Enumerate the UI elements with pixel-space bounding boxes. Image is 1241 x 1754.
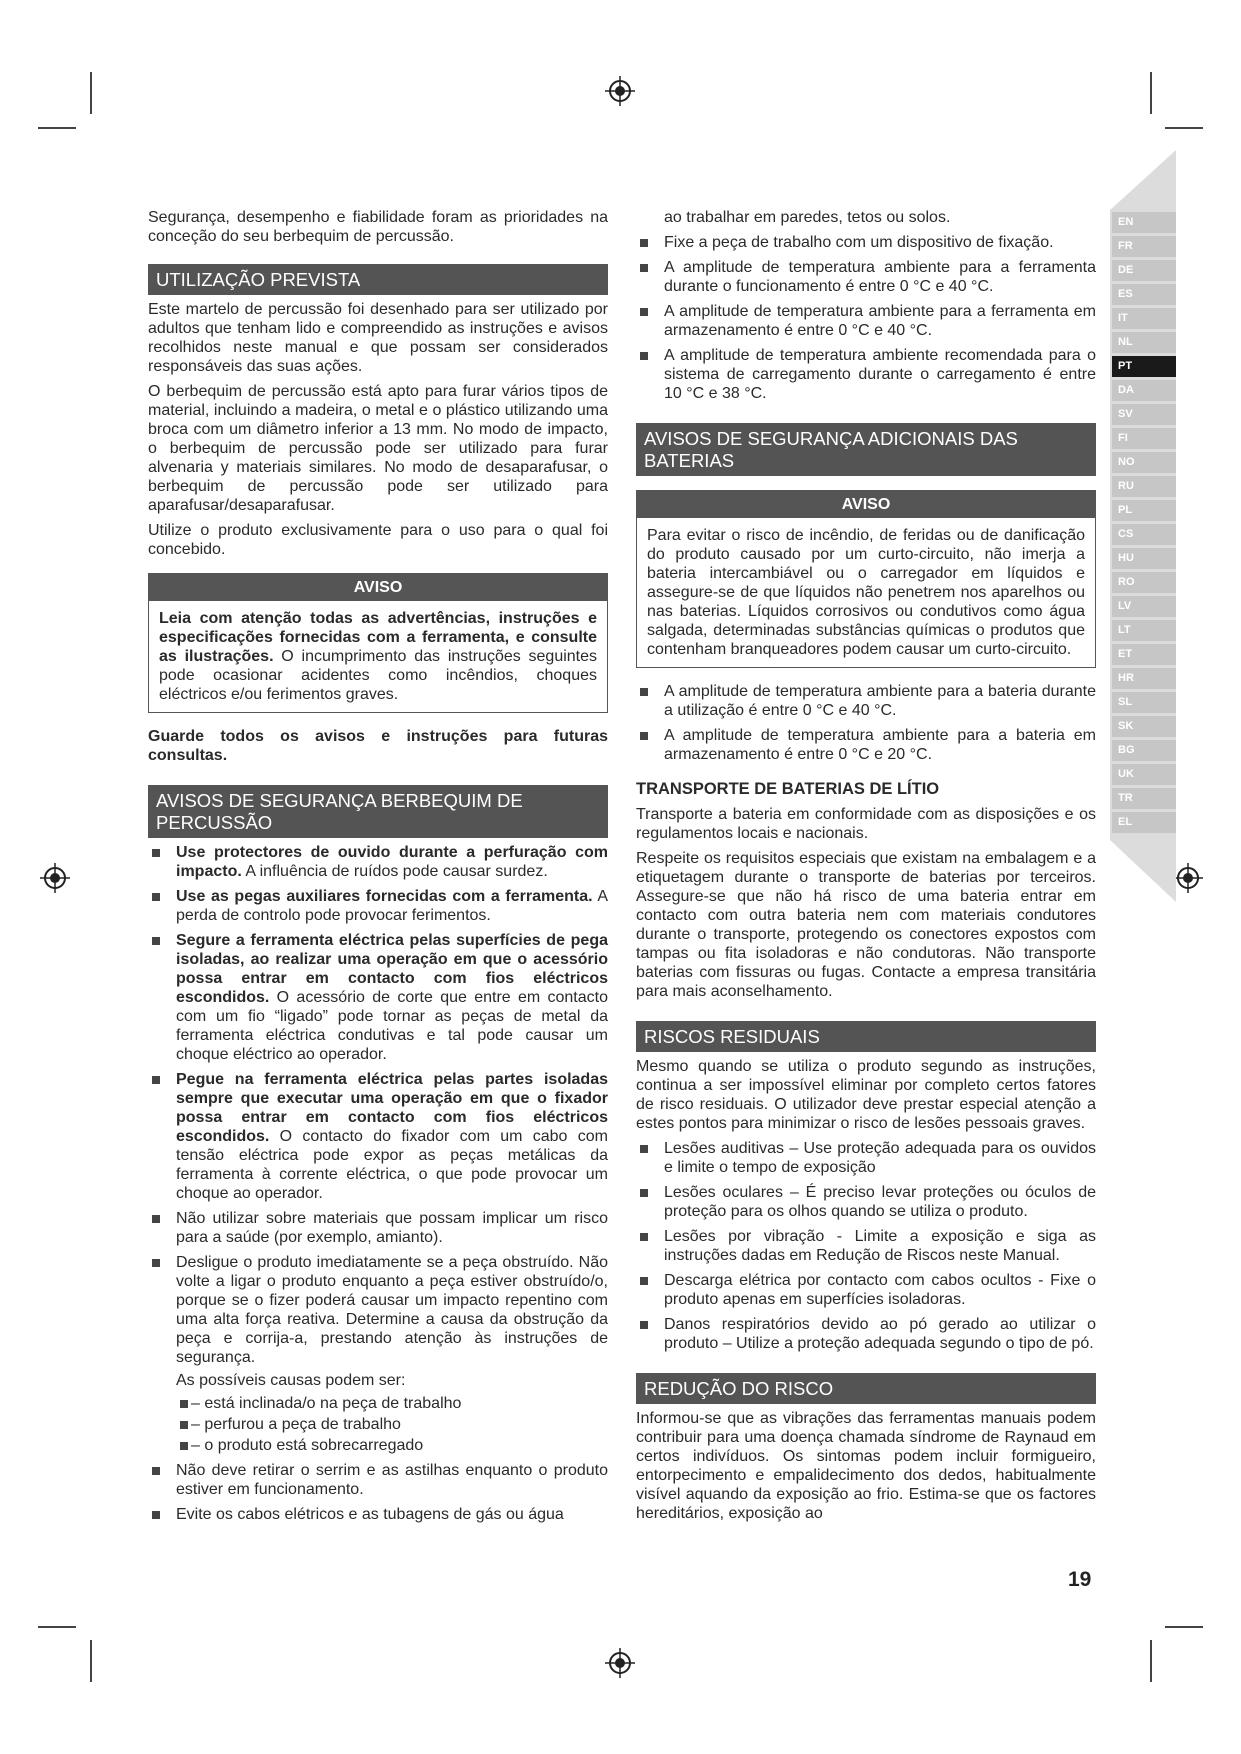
language-tab-no[interactable]: NO xyxy=(1112,452,1176,473)
warning-title: AVISO xyxy=(637,491,1095,518)
paragraph: Mesmo quando se utiliza o produto segundo as instruções, continua a ser impossível eliminar por completo certos fatores de risco residuais. O utilizador deve prestar especial atenção a estes pontos para minimizar o risco de lesões pessoais graves. xyxy=(636,1058,1096,1132)
language-tab-es[interactable]: ES xyxy=(1112,284,1176,305)
paragraph: ao trabalhar em paredes, tetos ou solos. xyxy=(664,209,951,226)
list-item: A amplitude de temperatura ambiente para a ferramenta durante o funcionamento é entre 0 °C e 40 °C. xyxy=(636,258,1096,296)
paragraph: Utilize o produto exclusivamente para o uso para o qual foi concebido. xyxy=(148,522,608,558)
language-tab-sl[interactable]: SL xyxy=(1112,692,1176,713)
list-item: A amplitude de temperatura ambiente para a bateria em armazenamento é entre 0 °C e 20 °C. xyxy=(636,726,1096,764)
list-item: Não deve retirar o serrim e as astilhas enquanto o produto estiver em funcionamento. xyxy=(148,1461,608,1499)
bullet-list xyxy=(636,1139,1096,1353)
list-item: Fixe a peça de trabalho com um dispositivo de fixação. xyxy=(636,233,1096,252)
language-tab-de[interactable]: DE xyxy=(1112,260,1176,281)
registration-mark-icon xyxy=(605,1648,635,1678)
language-tab-it[interactable]: IT xyxy=(1112,308,1176,329)
keep-instructions: Guarde todos os avisos e instruções para futuras consultas. xyxy=(148,728,608,764)
dash-list xyxy=(176,1394,608,1455)
warning-box xyxy=(148,573,608,713)
list-item: Use as pegas auxiliares fornecidas com a ferramenta. A perda de controlo pode provocar ferimentos. xyxy=(148,887,608,925)
crop-mark xyxy=(90,72,92,114)
list-item: Lesões oculares – É preciso levar proteções ou óculos de proteção para os olhos quando se utiliza o produto. xyxy=(636,1183,1096,1221)
language-tab-tr[interactable]: TR xyxy=(1112,788,1176,809)
language-tab-fr[interactable]: FR xyxy=(1112,236,1176,257)
paragraph: O berbequim de percussão está apto para furar vários tipos de material, incluindo a madeira, o metal e o plástico utilizando uma broca com um diâmetro inferior a 13 mm. No modo de impacto, o berbequim de percussão pode ser utilizado para furar alvenaria y materiais similares. No modo de desaparafusar, o berbequim de percussão pode ser utilizado para aparafusar/desaparafusar. xyxy=(148,383,608,514)
language-tab-cs[interactable]: CS xyxy=(1112,524,1176,545)
language-tab-ru[interactable]: RU xyxy=(1112,476,1176,497)
crop-mark xyxy=(1165,127,1203,129)
paragraph: Este martelo de percussão foi desenhado para ser utilizado por adultos que tenham lido e compreendido as instruções e avisos recolhidos neste manual e que possam ser considerados responsáveis das suas ações. xyxy=(148,301,608,375)
language-tab-fi[interactable]: FI xyxy=(1112,428,1176,449)
intro-paragraph: Segurança, desempenho e fiabilidade foram as prioridades na conceção do seu berbequim de percussão. xyxy=(148,209,608,245)
paragraph: Transporte a bateria em conformidade com as disposições e os regulamentos locais e nacionais. xyxy=(636,806,1096,842)
language-tab-lv[interactable]: LV xyxy=(1112,596,1176,617)
crop-mark xyxy=(1150,1640,1152,1682)
language-tab-el[interactable]: EL xyxy=(1112,812,1176,833)
list-item: Segure a ferramenta eléctrica pelas superfícies de pega isoladas, ao realizar uma operação em que o acessório possa entrar em contacto com fios eléctricos escondidos. O acessório de corte que entre em contacto com um fio “ligado” pode tornar as peças de metal da ferramenta eléctrica condutivas e tal pode causar um choque eléctrico ao operador. xyxy=(148,931,608,1064)
right-column xyxy=(636,208,1096,1529)
list-item: Descarga elétrica por contacto com cabos ocultos - Fixe o produto apenas em superfícies isoladoras. xyxy=(636,1271,1096,1309)
dash-item: – está inclinada/o na peça de trabalho xyxy=(176,1394,608,1413)
warning-title: AVISO xyxy=(149,574,607,601)
language-tab-hu[interactable]: HU xyxy=(1112,548,1176,569)
language-tab-hr[interactable]: HR xyxy=(1112,668,1176,689)
language-tab-uk[interactable]: UK xyxy=(1112,764,1176,785)
crop-mark xyxy=(1150,72,1152,114)
bullet-list xyxy=(148,843,608,1524)
language-tab-da[interactable]: DA xyxy=(1112,380,1176,401)
dash-item: – perfurou a peça de trabalho xyxy=(176,1415,608,1434)
crop-mark xyxy=(1165,1626,1203,1628)
language-tab-nl[interactable]: NL xyxy=(1112,332,1176,353)
list-item: A amplitude de temperatura ambiente para a bateria durante a utilização é entre 0 °C e 40 °C. xyxy=(636,682,1096,720)
registration-mark-icon xyxy=(605,76,635,106)
section-heading: RISCOS RESIDUAIS xyxy=(636,1021,1096,1052)
language-tab-pl[interactable]: PL xyxy=(1112,500,1176,521)
section-heading: UTILIZAÇÃO PREVISTA xyxy=(148,264,608,295)
list-item: Desligue o produto imediatamente se a peça obstruído. Não volte a ligar o produto enquanto a peça estiver obstruído/o, porque se o fizer poderá causar um impacto repentino com uma alta força reativa. Determine a causa da obstrução da peça e corrija-a, prestando atenção às instruções de segurança. As possíveis causas podem ser: – está inclinada/o na peça de trabalho – perfurou a peça de trabalho – o produto está sobrecarregado xyxy=(148,1253,608,1455)
list-item: Não utilizar sobre materiais que possam implicar um risco para a saúde (por exemplo, amianto). xyxy=(148,1209,608,1247)
crop-mark xyxy=(38,127,76,129)
left-column xyxy=(148,208,608,1530)
language-tab-sv[interactable]: SV xyxy=(1112,404,1176,425)
subheading: TRANSPORTE DE BATERIAS DE LÍTIO xyxy=(636,780,940,798)
section-heading: REDUÇÃO DO RISCO xyxy=(636,1373,1096,1404)
warning-text: Leia com atenção todas as advertências, instruções e especificações fornecidas com a ferramenta, e consulte as ilustrações. O incumprimento das instruções seguintes pode ocasionar acidentes como incêndios, choques eléctricos e/ou ferimentos graves. xyxy=(159,610,598,703)
crop-mark xyxy=(38,1626,76,1628)
language-tab-sk[interactable]: SK xyxy=(1112,716,1176,737)
dash-item: – o produto está sobrecarregado xyxy=(176,1436,608,1455)
list-item: A amplitude de temperatura ambiente recomendada para o sistema de carregamento durante o carregamento é entre 10 °C e 38 °C. xyxy=(636,346,1096,403)
page-number: 19 xyxy=(1068,1568,1092,1591)
list-item: A amplitude de temperatura ambiente para a ferramenta em armazenamento é entre 0 °C e 40 °C. xyxy=(636,302,1096,340)
section-heading: AVISOS DE SEGURANÇA ADICIONAIS DAS BATERIAS xyxy=(636,423,1096,476)
paragraph: Informou-se que as vibrações das ferramentas manuais podem contribuir para uma doença chamada síndrome de Raynaud em certos indivíduos. Os sintomas podem incluir formigueiro, entorpecimento e empalidecimento dos dedos, habitualmente visível aquando da exposição ao frio. Estima-se que os factores hereditários, exposição ao xyxy=(636,1410,1096,1522)
list-item: Use protectores de ouvido durante a perfuração com impacto. A influência de ruídos pode causar surdez. xyxy=(148,843,608,881)
language-tab-et[interactable]: ET xyxy=(1112,644,1176,665)
crop-mark xyxy=(90,1640,92,1682)
list-item: Lesões auditivas – Use proteção adequada para os ouvidos e limite o tempo de exposição xyxy=(636,1139,1096,1177)
section-heading: AVISOS DE SEGURANÇA BERBEQUIM DE PERCUSSÃO xyxy=(148,785,608,838)
list-item: Lesões por vibração - Limite a exposição e siga as instruções dadas em Redução de Riscos neste Manual. xyxy=(636,1227,1096,1265)
language-tab-lt[interactable]: LT xyxy=(1112,620,1176,641)
language-tab-bg[interactable]: BG xyxy=(1112,740,1176,761)
registration-mark-icon xyxy=(40,863,70,893)
list-item: Evite os cabos elétricos e as tubagens de gás ou água xyxy=(148,1505,608,1524)
language-tab-ro[interactable]: RO xyxy=(1112,572,1176,593)
bullet-list xyxy=(636,233,1096,403)
language-tab-pt[interactable]: PT xyxy=(1112,356,1176,377)
bullet-list xyxy=(636,682,1096,764)
language-tab-en[interactable]: EN xyxy=(1112,212,1176,233)
paragraph: Respeite os requisitos especiais que existam na embalagem e a etiquetagem durante o transporte de baterias por terceiros. Assegure-se que não há risco de uma bateria entrar em contacto com outra bateria nem com materiais condutores durante o transporte, protegendo os conectores expostos com tampas ou fita isoladoras e não condutoras. Não transporte baterias com fissuras ou fugas. Contacte a empresa transitária para mais aconselhamento. xyxy=(636,850,1096,1000)
language-tabs xyxy=(1112,212,1176,836)
list-item: Danos respiratórios devido ao pó gerado ao utilizar o produto – Utilize a proteção adequada segundo o tipo de pó. xyxy=(636,1315,1096,1353)
warning-text: Para evitar o risco de incêndio, de feridas ou de danificação do produto causado por um curto-circuito, não imerja a bateria intercambiável ou o carregador em líquidos e assegure-se de que líquidos não penetrem nos aparelhos ou nas baterias. Líquidos corrosivos ou condutivos como água salgada, determinadas substâncias químicas o produtos que contenham branqueadores podem causar um curto-circuito. xyxy=(647,527,1085,658)
warning-box xyxy=(636,490,1096,668)
list-item: Pegue na ferramenta eléctrica pelas partes isoladas sempre que executar uma operação em que o fixador possa entrar em contacto com fios eléctricos escondidos. O contacto do fixador com um cabo com tensão eléctrica pode expor as peças metálicas da ferramenta à corrente eléctrica, o que pode provocar um choque ao operador. xyxy=(148,1070,608,1203)
